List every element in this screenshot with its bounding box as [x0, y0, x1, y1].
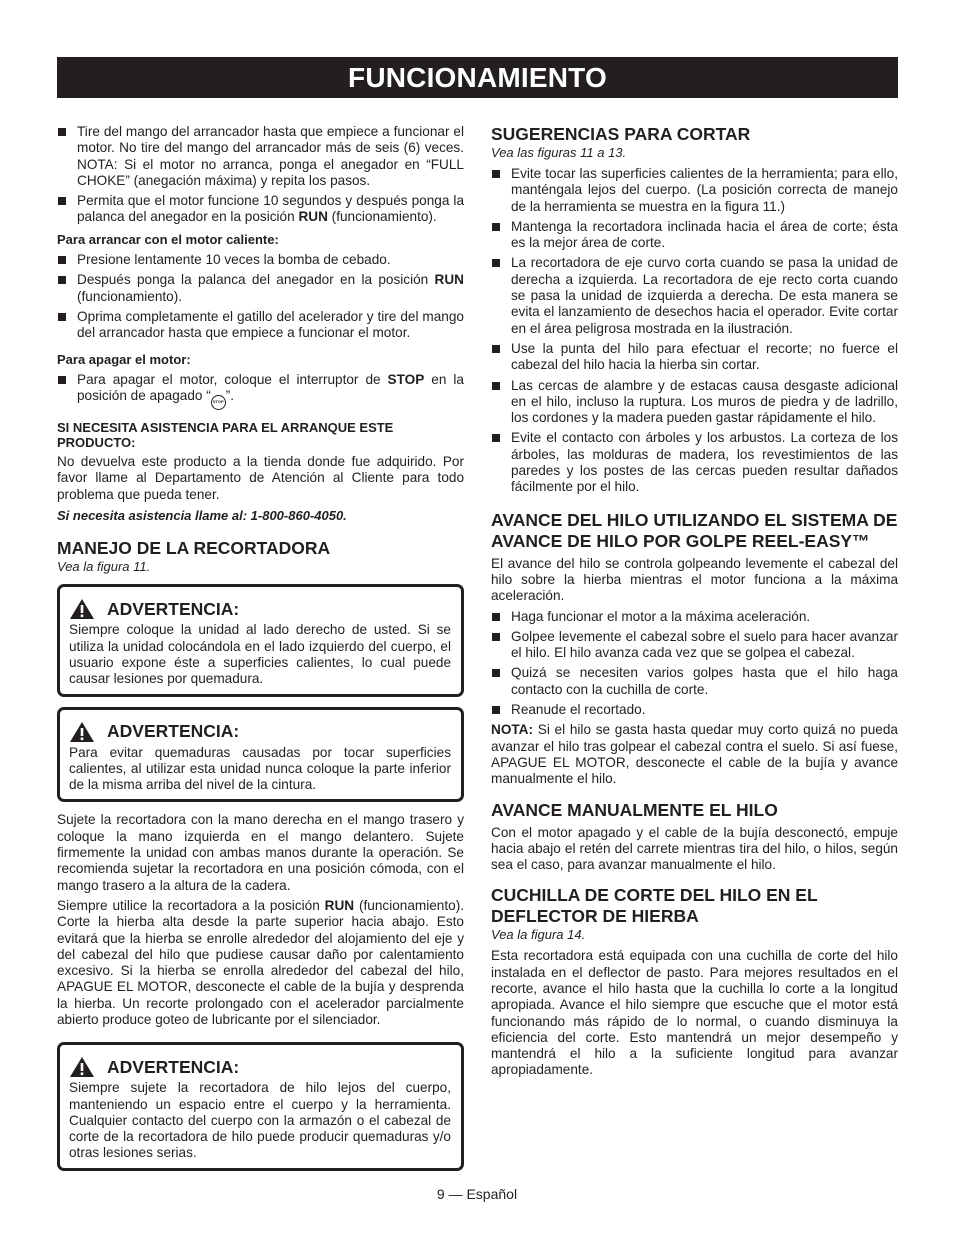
warning-text: Siempre coloque la unidad al lado derecho de usted. Si se utiliza la unidad colocándola en el lado izquierdo del cuerpo, el usuario expone éste a superficies calientes, lo cual puede causar lesiones por quemadura.	[69, 622, 451, 687]
handling-paragraph-1: Sujete la recortadora con la mano derecha en el mango trasero y coloque la mano izquierda en el mango delantero. Sujete firmemente la unidad con ambas manos durante la operación. Se recomienda sujetar la recortadora en una posición cómoda, con el mango trasero a la altura de la cadera.	[57, 812, 464, 893]
list-item: Haga funcionar el motor a la máxima aceleración.	[491, 609, 898, 625]
bullet-square-icon	[58, 313, 66, 321]
warning-box-3	[57, 1042, 464, 1170]
bullet-square-icon	[492, 223, 500, 231]
bullet-square-icon	[492, 382, 500, 390]
bullet-square-icon	[492, 633, 500, 641]
assist-subheading: SI NECESITA ASISTENCIA PARA EL ARRANQUE ESTE PRODUCTO:	[57, 420, 394, 451]
manual-advance-heading: AVANCE MANUALMENTE EL HILO	[491, 799, 778, 820]
handling-paragraph-2: Siempre utilice la recortadora a la posición RUN (funcionamiento). Corte la hierba alta desde la parte superior hacia abajo. Esto evitará que la hierba se enrolle alrededor del alojamiento del eje y del cabezal del hilo que pudiese causar daño por calentamiento excesivo. Si la hierba se enrolla alrededor del cabezal del hilo, APAGUE EL MOTOR, desconecte el cable de la bujía y desprenda la hierba. Un recorte prolongado con el acelerador parcialmente abierto produce goteo de lubricante por el silenciador.	[57, 897, 464, 1027]
start-bullet-list	[57, 124, 464, 226]
warning-triangle-icon	[69, 1056, 95, 1078]
list-item: Permita que el motor funcione 10 segundos y después ponga la palanca del anegador en la posición RUN (funcionamiento).	[57, 193, 464, 226]
list-item: Use la punta del hilo para efectuar el recorte; no fuerce el cabezal del hilo hacia la hierba sin cortar.	[491, 341, 898, 374]
reel-easy-note: NOTA: Si el hilo se gasta hasta quedar muy corto quizá no pueda avanzar el hilo tras golpear el cabezal contra el suelo. Si así fuese, APAGUE EL MOTOR, desconecte el cable de la bujía y avance manualmente el hilo.	[491, 722, 898, 787]
bullet-square-icon	[492, 345, 500, 353]
list-item: Las cercas de alambre y de estacas causa desgaste adicional en el hilo, incluso la ruptura. Los muros de piedra y de ladrillo, los cordones y la madera pueden gastar rápidamente el hilo.	[491, 378, 898, 427]
bullet-square-icon	[492, 259, 500, 267]
stop-subheading: Para apagar el motor:	[57, 351, 191, 367]
line-blade-figure-ref: Vea la figura 14.	[491, 927, 586, 943]
warning-text: Siempre sujete la recortadora de hilo lejos del cuerpo, manteniendo un espacio entre el cuerpo y la herramienta. Cualquier contacto del cuerpo con la armazón o el cabezal de corte de la recortadora de hilo puede producir quemaduras y/o otras lesiones serias.	[69, 1080, 451, 1161]
hot-start-bullet-list	[57, 252, 464, 341]
warning-triangle-icon	[69, 598, 95, 620]
bullet-square-icon	[492, 613, 500, 621]
list-item: Evite el contacto con árboles y los arbustos. La corteza de los árboles, las molduras de madera, los revestimientos de las paredes y los postes de las cercas pueden resultar dañados fácilmente por el hilo.	[491, 430, 898, 495]
stop-switch-icon: STOP	[211, 395, 226, 410]
list-item: Reanude el recortado.	[491, 702, 898, 718]
bullet-square-icon	[58, 128, 66, 136]
assist-phone: Si necesita asistencia llame al: 1-800-860-4050.	[57, 508, 347, 524]
list-item: La recortadora de eje curvo corta cuando se pasa la unidad de derecha a izquierda. La recortadora de eje recto corta cuando se pasa la unidad de izquierda a derecha. De esta manera se evita el lanzamiento de desechos hacia el operador. Evite cortar en el área peligrosa mostrada en la ilustración.	[491, 255, 898, 336]
list-item: Mantenga la recortadora inclinada hacia el área de corte; ésta es la mejor área de corte.	[491, 219, 898, 252]
warning-box-1	[57, 584, 464, 696]
bullet-square-icon	[58, 276, 66, 284]
warning-title: ADVERTENCIA:	[107, 721, 240, 742]
stop-bullet-list	[57, 372, 464, 410]
warning-text: Para evitar quemaduras causadas por tocar superficies calientes, al utilizar esta unidad nunca coloque la parte inferior de la misma arriba del nivel de la cintura.	[69, 744, 451, 793]
handling-heading: MANEJO DE LA RECORTADORA	[57, 538, 331, 559]
bullet-square-icon	[492, 706, 500, 714]
bullet-square-icon	[58, 256, 66, 264]
list-item: Presione lentamente 10 veces la bomba de cebado.	[57, 252, 464, 268]
right-column	[491, 124, 898, 1079]
left-column	[57, 124, 464, 1181]
line-blade-text: Esta recortadora está equipada con una cuchilla de corte del hilo instalada en el deflector de pasto. Para mejores resultados en el recorte, avance el hilo hasta que la cuchilla lo corte a la longitud apropiada. Avance el hilo siempre que escuche que el motor está funcionando más rápido de lo normal, o cuando disminuya la eficiencia del corte. Esto mantendrá un mejor desempeño y mantendrá el hilo a la suficiente longitud para avanzar apropiadamente.	[491, 948, 898, 1078]
bullet-square-icon	[492, 170, 500, 178]
reel-easy-intro: El avance del hilo se controla golpeando levemente el cabezal del hilo sobre la hierba mientras el motor funciona a la máxima aceleración.	[491, 555, 898, 604]
line-blade-heading: CUCHILLA DE CORTE DEL HILO EN EL DEFLECTOR DE HIERBA	[491, 885, 818, 927]
warning-title: ADVERTENCIA:	[107, 1057, 240, 1078]
reel-easy-bullet-list	[491, 609, 898, 719]
warning-box-2	[57, 707, 464, 803]
assist-paragraph: No devuelva este producto a la tienda donde fue adquirido. Por favor llame al Departamento de Atención al Cliente para todo problema que pueda tener.	[57, 454, 464, 502]
tips-heading: SUGERENCIAS PARA CORTAR	[491, 124, 751, 144]
manual-advance-text: Con el motor apagado y el cable de la bujía desconectó, empuje hacia abajo el retén del carrete mientras tira del hilo, o hilos, según sea el caso, para avanzar manualmente el hilo.	[491, 824, 898, 873]
handling-figure-ref: Vea la figura 11.	[57, 559, 151, 575]
list-item: Oprima completamente el gatillo del acelerador y tire del mango del arrancador hasta que empiece a funcionar el motor.	[57, 309, 464, 342]
bullet-square-icon	[492, 669, 500, 677]
tips-bullet-list	[491, 166, 898, 496]
list-item: Quizá se necesiten varios golpes hasta que el hilo haga contacto con la cuchilla de corte.	[491, 665, 898, 698]
page-footer: 9 — Español	[436, 1186, 518, 1202]
reel-easy-heading: AVANCE DEL HILO UTILIZANDO EL SISTEMA DE AVANCE DE HILO POR GOLPE REEL-EASY™	[491, 509, 898, 551]
bullet-square-icon	[58, 376, 66, 384]
list-item: Para apagar el motor, coloque el interruptor de STOP en la posición de apagado “ STOP ”.	[57, 372, 464, 410]
list-item: Después ponga la palanca del anegador en la posición RUN (funcionamiento).	[57, 272, 464, 305]
page-title-banner: FUNCIONAMIENTO	[57, 57, 898, 98]
hot-start-subheading: Para arrancar con el motor caliente:	[57, 231, 279, 247]
list-item: Tire del mango del arrancador hasta que empiece a funcionar el motor. No tire del mango del arrancador más de seis (6) veces. NOTA: Si el motor no arranca, ponga el anegador en “FULL CHOKE” (anegación máxima) y repita los pasos.	[57, 124, 464, 189]
warning-triangle-icon	[69, 721, 95, 743]
bullet-square-icon	[492, 434, 500, 442]
bullet-square-icon	[58, 197, 66, 205]
warning-title: ADVERTENCIA:	[107, 599, 240, 620]
list-item: Evite tocar las superficies calientes de la herramienta; para ello, manténgala lejos del cuerpo. (La posición correcta de manejo de la herramienta se muestra en la figura 11.)	[491, 166, 898, 215]
list-item: Golpee levemente el cabezal sobre el suelo para hacer avanzar el hilo. El hilo avanza cada vez que se golpea el cabezal.	[491, 629, 898, 662]
tips-figure-ref: Vea las figuras 11 a 13.	[491, 145, 627, 160]
